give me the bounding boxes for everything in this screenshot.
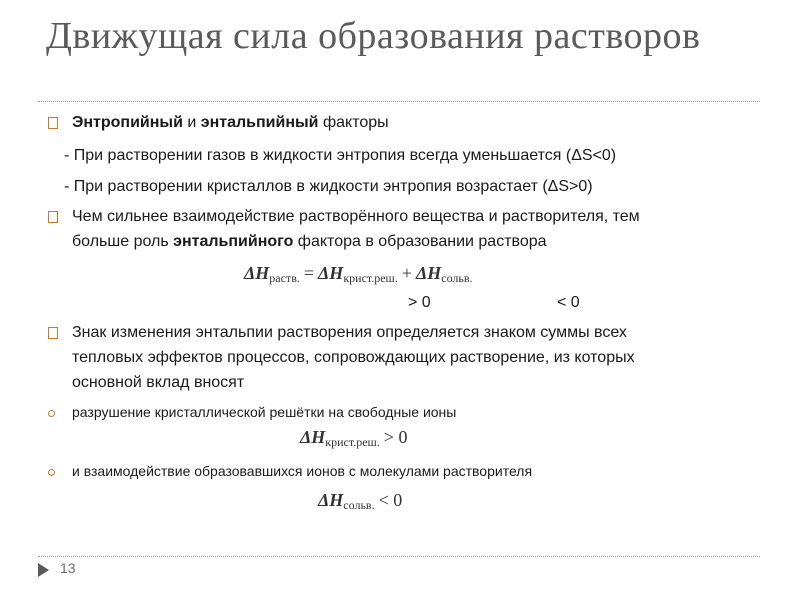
ion-solvent-interaction-text: и взаимодействие образовавшихся ионов с молекулами растворителя — [72, 463, 533, 479]
factor-text: фактора в образовании раствора — [293, 233, 547, 250]
slide-title: Движущая сила образования растворов — [46, 15, 701, 57]
sign-line-1: Знак изменения энтальпии растворения определяется знаком суммы всех — [72, 324, 627, 341]
equals-sign: = — [303, 263, 315, 283]
dh-symbol: ΔH — [300, 427, 326, 447]
bold-enthalpy: энтальпийный — [200, 114, 319, 131]
title-divider — [38, 101, 760, 102]
interaction-line-2 — [72, 231, 547, 253]
lattice-sign: > 0 — [408, 294, 431, 311]
dh-symbol: ΔH — [415, 263, 442, 283]
dh-symbol: ΔH — [244, 263, 270, 283]
sub-solvation: сольв. — [343, 498, 375, 512]
page-number: 13 — [60, 560, 76, 576]
crystals-entropy-line: - При растворении кристаллов в жидкости энтропия возрастает (ΔS>0) — [64, 178, 593, 195]
lattice-enthalpy-formula — [300, 427, 411, 450]
circle-bullet-icon — [48, 410, 55, 417]
interaction-line-1: Чем сильнее взаимодействие растворённого вещества и растворителя, тем — [72, 208, 640, 225]
greater-than-zero: > 0 — [383, 427, 408, 447]
sub-solvation: сольв. — [441, 271, 473, 285]
sub-solution: раств. — [269, 271, 300, 285]
sub-lattice: крист.реш. — [343, 271, 398, 285]
lattice-destruction-text: разрушение кристаллической решётки на свободные ионы — [72, 404, 457, 420]
circle-bullet-icon — [48, 469, 55, 476]
sub-lattice: крист.реш. — [325, 435, 380, 449]
square-bullet-icon — [48, 211, 58, 223]
plus-sign: + — [401, 263, 412, 283]
bullet-entropy-enthalpy — [72, 112, 389, 134]
solvation-sign: < 0 — [557, 294, 580, 311]
connector-text: и — [182, 114, 201, 131]
square-bullet-icon — [48, 327, 58, 339]
factors-text: факторы — [318, 114, 389, 131]
enthalpy-sum-formula — [244, 263, 473, 286]
dh-symbol: ΔH — [318, 263, 344, 283]
bold-enthalpic: энтальпийного — [173, 233, 294, 250]
sign-line-3: основной вклад вносят — [72, 374, 245, 391]
role-text: больше роль — [72, 233, 174, 250]
bold-entropy: Энтропийный — [72, 114, 183, 131]
dh-symbol: ΔH — [318, 490, 344, 510]
solvation-enthalpy-formula — [318, 490, 406, 513]
triangle-arrow-icon — [38, 563, 49, 577]
gases-entropy-line: - При растворении газов в жидкости энтропия всегда уменьшается (ΔS<0) — [64, 147, 617, 164]
footer-divider — [38, 556, 760, 557]
less-than-zero: < 0 — [378, 490, 403, 510]
sign-line-2: тепловых эффектов процессов, сопровождающих растворение, из которых — [72, 349, 635, 366]
square-bullet-icon — [48, 117, 58, 129]
